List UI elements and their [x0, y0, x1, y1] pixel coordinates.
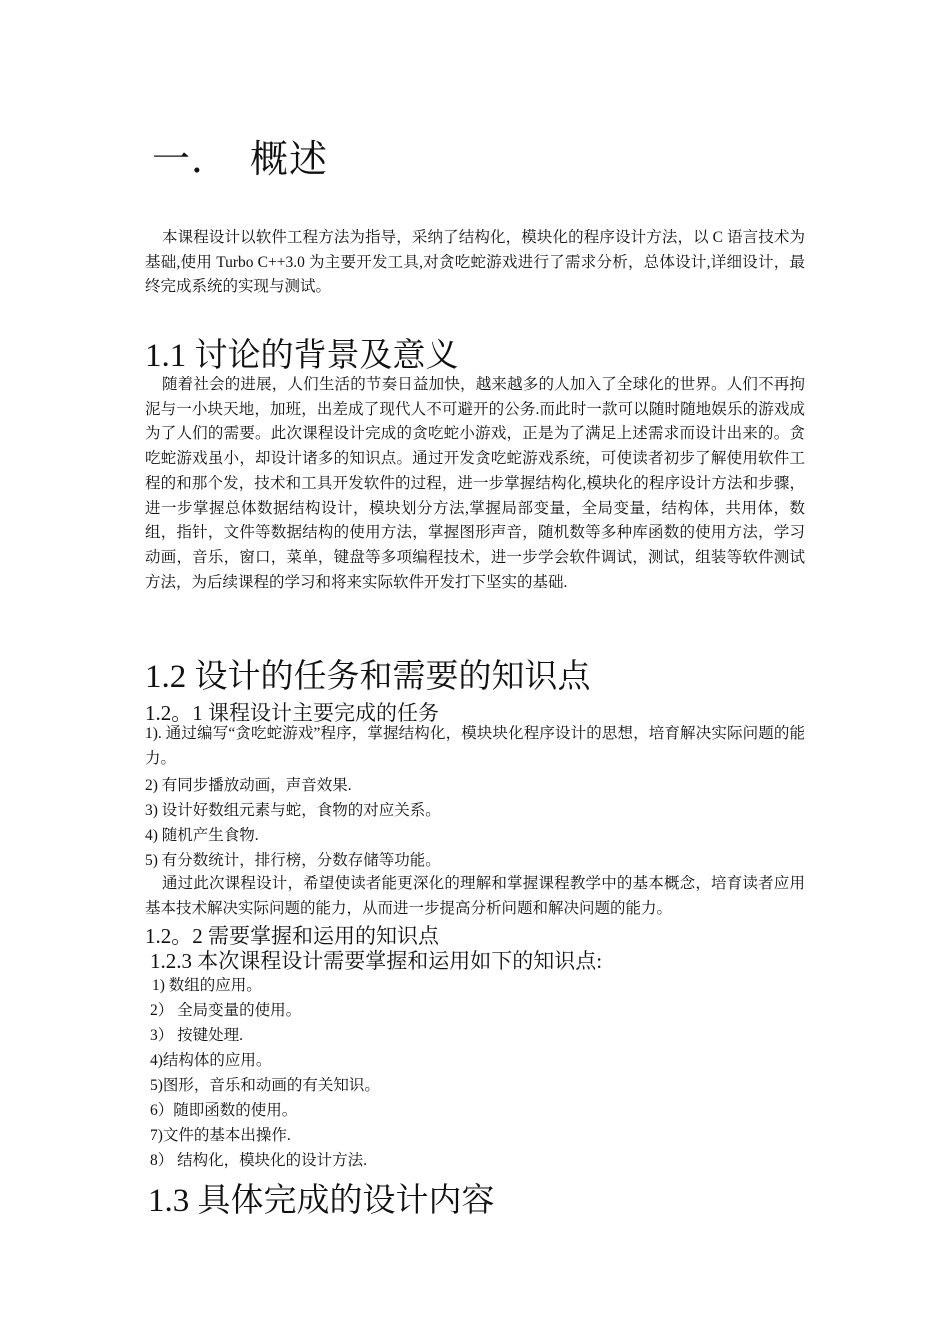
knowledge-item: 3） 按键处理.	[150, 1027, 244, 1044]
task-item: 3) 设计好数组元素与蛇，食物的对应关系。	[145, 802, 441, 819]
section-1-2-3-heading: 1.2.3 本次课程设计需要掌握和运用如下的知识点:	[150, 949, 603, 973]
section-1-2-heading: 1.2 设计的任务和需要的知识点	[145, 659, 591, 695]
knowledge-item: 1) 数组的应用。	[152, 977, 262, 994]
knowledge-item: 8） 结构化，模块化的设计方法.	[150, 1152, 368, 1169]
section-1-2-1-heading: 1.2。1 课程设计主要完成的任务	[145, 701, 439, 725]
knowledge-item: 5)图形，音乐和动画的有关知识。	[150, 1077, 380, 1094]
task-item: 2) 有同步播放动画，声音效果.	[145, 777, 352, 794]
knowledge-item: 2） 全局变量的使用。	[150, 1002, 302, 1019]
chapter-heading	[152, 128, 328, 183]
task-item: 5) 有分数统计，排行榜，分数存储等功能。	[145, 852, 441, 869]
task-item: 1). 通过编写“贪吃蛇游戏”程序，掌握结构化，模块块化程序设计的思想，培育解决实际问题的能力。	[145, 725, 805, 767]
chapter-title: 概述	[250, 139, 329, 181]
tasks-summary-paragraph: 通过此次课程设计，希望使读者能更深化的理解和掌握课程教学中的基本概念，培育读者应用基本技术解决实际问题的能力，从而进一步提高分析问题和解决问题的能力。	[145, 875, 805, 917]
intro-paragraph: 本课程设计以软件工程方法为指导，采纳了结构化，模块化的程序设计方法，以 C 语言技术为基础,使用 Turbo C++3.0 为主要开发工具,对贪吃蛇游戏进行了需求分析，总体设计,详细设计，最终完成系统的实现与测试。	[145, 229, 805, 296]
knowledge-item: 6）随即函数的使用。	[150, 1102, 298, 1119]
section-1-1-heading: 1.1 讨论的背景及意义	[145, 338, 459, 374]
section-1-1-paragraph: 随着社会的进展，人们生活的节奏日益加快，越来越多的人加入了全球化的世界。人们不再拘泥与一小块天地，加班，出差成了现代人不可避开的公务.而此时一款可以随时随地娱乐的游戏成为了人们的需要。此次课程设计完成的贪吃蛇小游戏，正是为了满足上述需求而设计出来的。贪吃蛇游戏虽小，却设计诸多的知识点。通过开发贪吃蛇游戏系统，可使读者初步了解使用软件工程的和那个发，技术和工具开发软件的过程，进一步掌握结构化,模块化的程序设计方法和步骤，进一步掌握总体数据结构设计，模块划分方法,掌握局部变量，全局变量，结构体，共用体，数组，指针，文件等数据结构的使用方法，掌握图形声音，随机数等多种库函数的使用方法，学习动画，音乐，窗口，菜单，键盘等多项编程技术，进一步学会软件调试，测试，组装等软件测试方法，为后续课程的学习和将来实际软件开发打下坚实的基础.	[145, 376, 805, 591]
chapter-number: 一．	[152, 139, 231, 181]
task-item: 4) 随机产生食物.	[145, 827, 259, 844]
knowledge-item: 4)结构体的应用。	[150, 1052, 272, 1069]
knowledge-item: 7)文件的基本出操作.	[150, 1127, 291, 1144]
section-1-3-heading: 1.3 具体完成的设计内容	[148, 1183, 495, 1219]
section-1-2-2-heading: 1.2。2 需要掌握和运用的知识点	[145, 924, 439, 948]
